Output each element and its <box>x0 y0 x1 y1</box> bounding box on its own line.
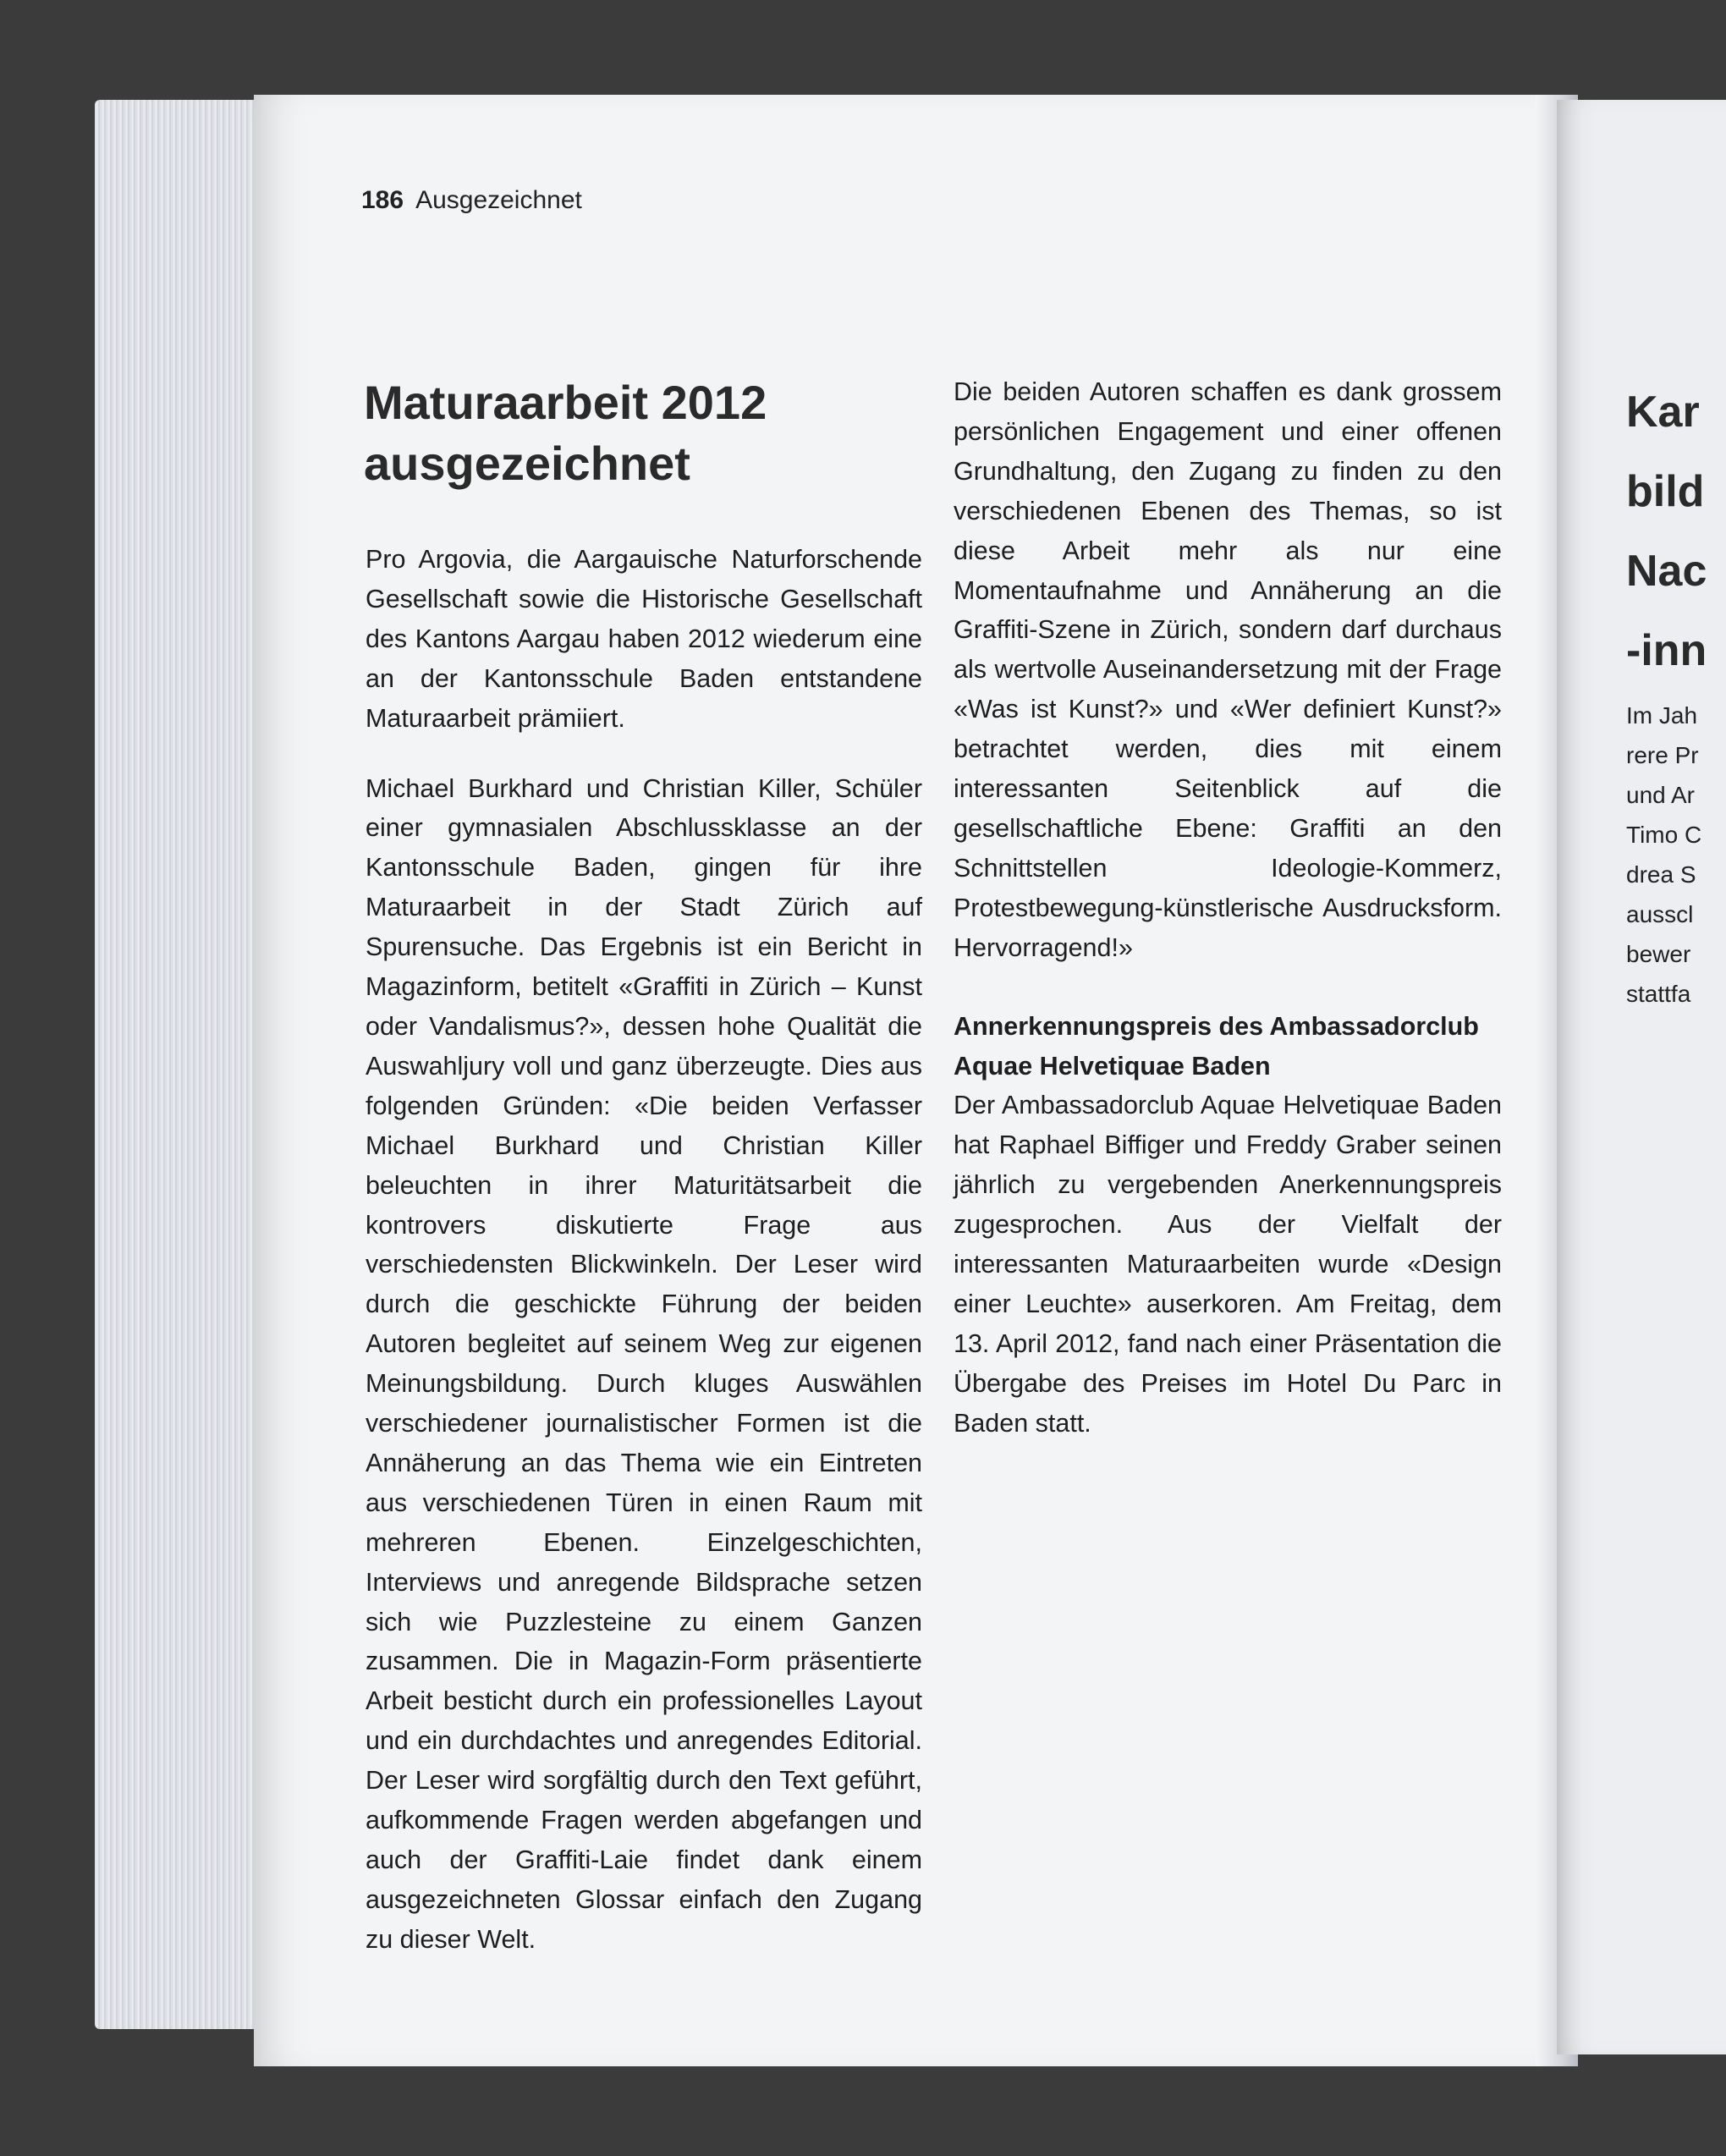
text-column-left <box>366 540 922 1960</box>
page-number: 186 <box>361 186 404 214</box>
next-body-line: bewer <box>1626 941 1691 967</box>
section-title: Ausgezeichnet <box>415 186 582 214</box>
next-heading-line: Kar <box>1626 388 1700 437</box>
paragraph-award: Der Ambassadorclub Aquae Helvetiquae Baden hat Raphael Biffiger und Freddy Graber seinen jährlich zu vergebenden Anerkennungspreis zugesprochen. Aus der Vielfalt der interessanten Maturaarbeiten wurde «Design einer Leuchte» auserkoren. Am Freitag, dem 13. April 2012, fand nach einer Präsentation die Übergabe des Preises im Hotel Du Parc in Baden statt. <box>954 1091 1502 1438</box>
article-title-line1: Maturaarbeit 2012 <box>364 376 767 429</box>
article-title-line2: ausgezeichnet <box>364 437 690 490</box>
next-body-line: rere Pr <box>1626 742 1699 768</box>
next-body-line: Timo C <box>1626 822 1702 848</box>
next-page-heading <box>1626 372 1707 690</box>
next-heading-line: bild <box>1626 467 1705 516</box>
paragraph-main: Michael Burkhard und Christian Killer, Schüler einer gymnasialen Abschlussklasse an der Kantonsschule Baden, gingen für ihre Maturaarbeit in der Stadt Zürich auf Spurensuche. Das Ergebnis ist ein Bericht in Magazinform, betitelt «Graffiti in Zürich – Kunst oder Vandalismus?», dessen hohe Qualität die Auswahljury voll und ganz überzeugte. Dies aus folgenden Gründen: «Die beiden Verfasser Michael Burkhard und Christian Killer beleuchten in ihrer Maturitätsarbeit die kontrovers diskutierte Frage aus verschiedensten Blickwinkeln. Der Leser wird durch die geschickte Führung der beiden Autoren begleitet auf seinem Weg zur eigenen Meinungsbildung. Durch kluges Auswählen verschiedener journalistischer Formen ist die Annäherung an das Thema wie ein Eintreten aus verschiedenen Türen in einen Raum mit mehreren Ebenen. Einzelgeschichten, Interviews und anregende Bildsprache setzen sich wie Puzzlesteine zu einem Ganzen zusammen. Die in Magazin-Form präsentierte Arbeit besticht durch ein professionelles Layout und ein durchdachtes und anregendes Editorial. Der Leser wird sorgfältig durch den Text geführt, aufkommende Fragen werden abgefangen und auch der Graffiti-Laie findet dank einem ausgezeichneten Glossar einfach den Zugang zu dieser Welt. <box>366 773 922 1954</box>
paragraph-intro: Pro Argovia, die Aargauische Naturforschende Gesellschaft sowie die Historische Gesellschaft des Kantons Aargau haben 2012 wiederum eine an der Kantonsschule Baden entstandene Maturaarbeit prämiiert. <box>366 545 922 733</box>
next-heading-line: Nac <box>1626 547 1707 596</box>
next-body-line: drea S <box>1626 861 1696 888</box>
next-body-line: ausscl <box>1626 901 1694 927</box>
text-column-right <box>954 372 1502 1444</box>
running-header <box>361 186 582 215</box>
award-subheading: Annerkennungspreis des Ambassadorclub Aquae Helvetiquae Baden <box>954 1011 1479 1081</box>
book-page-edges <box>95 100 272 2029</box>
next-body-line: stattfa <box>1626 981 1691 1007</box>
next-heading-line: -inn <box>1626 626 1707 675</box>
next-page-body <box>1626 696 1701 1014</box>
next-body-line: und Ar <box>1626 782 1695 808</box>
next-body-line: Im Jah <box>1626 702 1698 729</box>
article-title <box>364 372 905 494</box>
paragraph-continued: Die beiden Autoren schaffen es dank grossem persönlichen Engagement und einer offenen Grundhaltung, den Zugang zu finden zu den verschiedenen Ebenen des Themas, so ist diese Arbeit mehr als nur eine Momentaufnahme und Annäherung an die Graffiti-Szene in Zürich, sondern darf durchaus als wertvolle Auseinandersetzung mit der Frage «Was ist Kunst?» und «Wer definiert Kunst?» betrachtet werden, dies mit einem interessanten Seitenblick auf die gesellschaftliche Ebene: Graffiti an den Schnittstellen Ideologie-Kommerz, Protestbewegung-künstlerische Ausdrucksform. Hervorragend!» <box>954 377 1502 962</box>
